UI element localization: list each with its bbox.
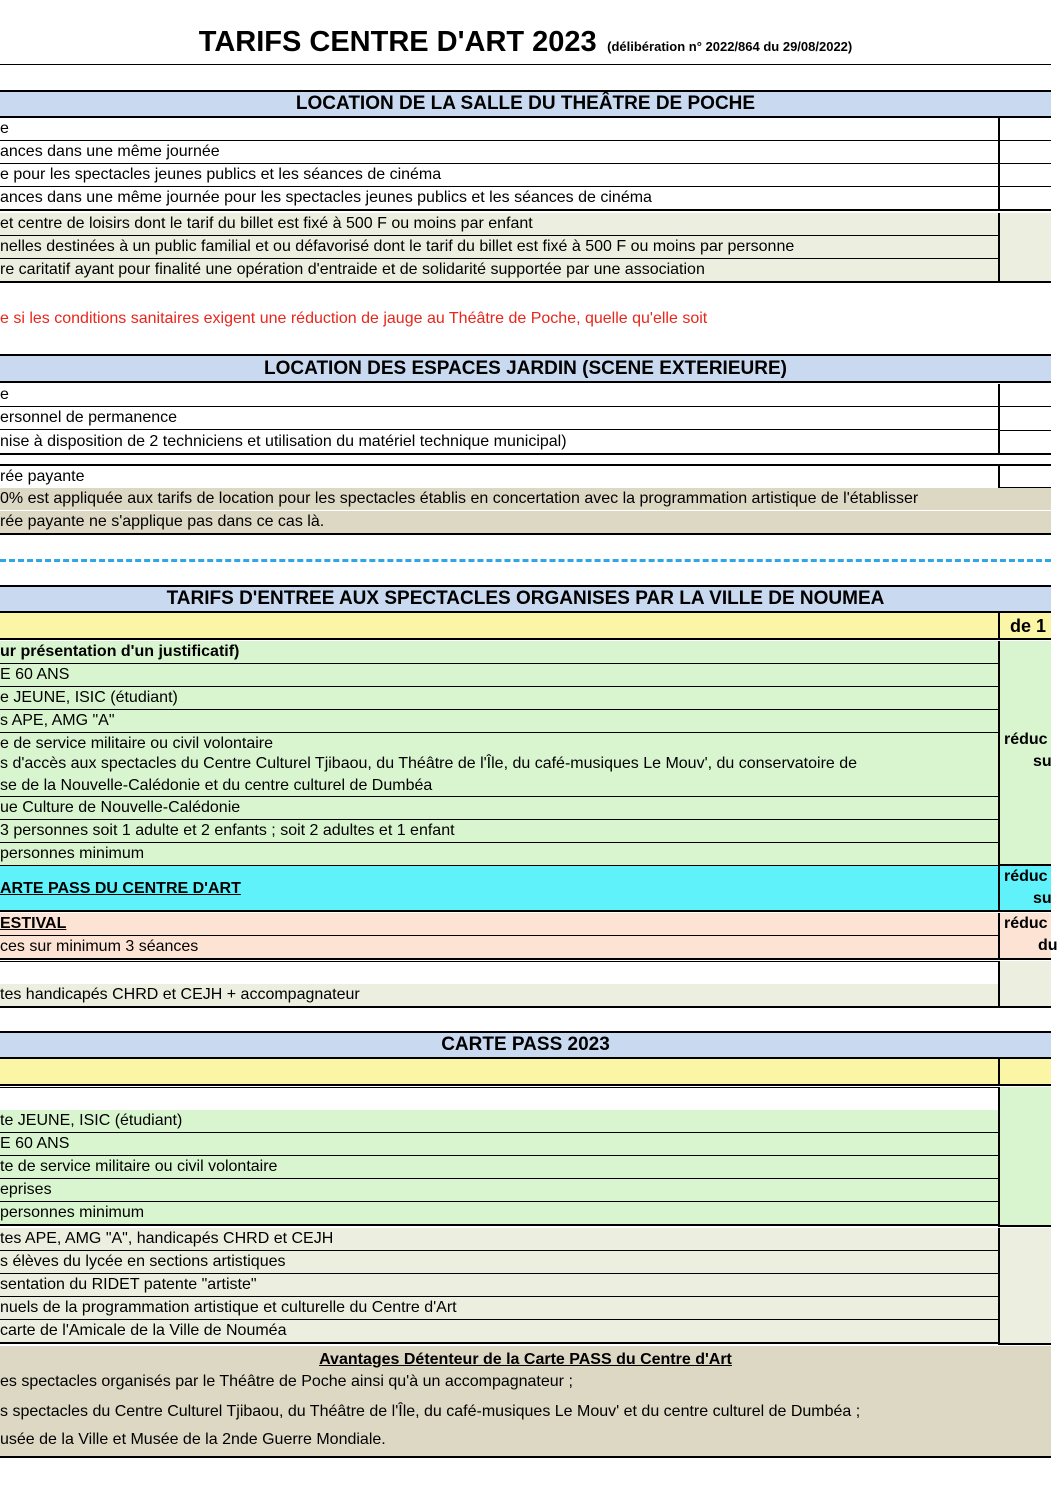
advantages-title: Avantages Détenteur de la Carte PASS du Centre d'Art (319, 1351, 732, 1368)
table-row: s APE, AMG "A" (0, 710, 998, 733)
column-header-row (0, 1059, 998, 1086)
table-row: E 60 ANS (0, 1133, 998, 1156)
page-title-block (0, 26, 1051, 59)
page-title: TARIFS CENTRE D'ART 2023 (198, 26, 597, 58)
section-header-jardin: LOCATION DES ESPACES JARDIN (SCENE EXTERIEURE) (0, 354, 1051, 383)
price-cell (998, 1228, 1051, 1345)
table-row: rée payante ne s'applique pas dans ce cas là. (0, 511, 1051, 535)
column-header-row (0, 613, 998, 640)
table-row: e (0, 384, 998, 407)
table-row: personnes minimum (0, 843, 998, 867)
column-header-cell (998, 613, 1051, 640)
table-row: tes APE, AMG "A", handicapés CHRD et CEJH (0, 1228, 998, 1251)
table-row: personnes minimum (0, 1202, 998, 1226)
section-header-tarifs-entree: TARIFS D'ENTREE AUX SPECTACLES ORGANISES PAR LA VILLE DE NOUMEA (0, 585, 1051, 613)
price-cell (998, 118, 1051, 211)
table-row: rée payante (0, 464, 998, 489)
table-row: E 60 ANS (0, 664, 998, 687)
reduction-label: su (1033, 753, 1052, 770)
price-cell (998, 384, 1051, 455)
table-row: carte de l'Amicale de la Ville de Nouméa (0, 1320, 998, 1344)
price-cell (998, 961, 1051, 1008)
section-header-theatre: LOCATION DE LA SALLE DU THEÂTRE DE POCHE (0, 90, 1051, 118)
advantages-box (0, 1346, 1051, 1458)
table-row: et centre de loisirs dont le tarif du billet est fixé à 500 F ou moins par enfant (0, 213, 998, 236)
price-cell (998, 213, 1051, 283)
table-row: te de service militaire ou civil volontaire (0, 1156, 998, 1179)
reduction-cell (998, 913, 1058, 960)
advantage-item: es spectacles organisés par le Théâtre de Poche ainsi qu'à un accompagnateur ; (0, 1373, 573, 1390)
pass-row: ARTE PASS DU CENTRE D'ART (0, 866, 998, 912)
table-row: eprises (0, 1179, 998, 1202)
section-header-carte-pass: CARTE PASS 2023 (0, 1031, 1051, 1059)
table-row: ersonnel de permanence (0, 407, 998, 430)
deliberation-reference: (délibération n° 2022/864 du 29/08/2022) (607, 39, 853, 54)
column-header-label: de 1 (1010, 616, 1047, 636)
reduction-cell (998, 641, 1051, 866)
row-line: s d'accès aux spectacles du Centre Culturel Tjibaou, du Théâtre de l'Île, du café-musiques Le Mouv', du conservatoire de (0, 755, 858, 772)
title-rule (0, 64, 1051, 65)
table-row: tes handicapés CHRD et CEJH + accompagnateur (0, 984, 998, 1008)
sanitary-note: e si les conditions sanitaires exigent une réduction de jauge au Théâtre de Poche, quelle qu'elle soit (0, 310, 708, 327)
advantage-item: usée de la Ville et Musée de la 2nde Guerre Mondiale. (0, 1431, 386, 1448)
table-row: nelles destinées à un public familial et ou défavorisé dont le tarif du billet est fixé à 500 F ou moins par personne (0, 236, 998, 259)
table-row: 3 personnes soit 1 adulte et 2 enfants ; soit 2 adultes et 1 enfant (0, 820, 998, 843)
table-row: ur présentation d'un justificatif) (0, 641, 998, 664)
table-row: 0% est appliquée aux tarifs de location pour les spectacles établis en concertation avec la programmation artistique de l'établisser (0, 488, 1051, 510)
festival-row: ESTIVAL (0, 913, 998, 936)
table-row: ances dans une même journée (0, 141, 998, 164)
table-row: e (0, 118, 998, 141)
table-row: te JEUNE, ISIC (étudiant) (0, 1110, 998, 1133)
table-row: s élèves du lycée en sections artistiques (0, 1251, 998, 1274)
price-cell (998, 1087, 1051, 1227)
table-row (0, 1087, 998, 1088)
table-row-double (0, 753, 998, 797)
price-cell (998, 464, 1051, 488)
reduction-label: du (1038, 937, 1058, 954)
table-row: e JEUNE, ISIC (étudiant) (0, 687, 998, 710)
reduction-label: réduc (1004, 915, 1048, 932)
table-row: nise à disposition de 2 techniciens et utilisation du matériel technique municipal) (0, 431, 998, 455)
row-line: se de la Nouvelle-Calédonie et du centre culturel de Dumbéa (0, 777, 433, 794)
table-row: ces sur minimum 3 séances (0, 936, 998, 960)
table-row: e pour les spectacles jeunes publics et les séances de cinéma (0, 164, 998, 187)
table-row: ue Culture de Nouvelle-Calédonie (0, 797, 998, 820)
reduction-label: su (1033, 890, 1052, 907)
table-row (0, 961, 998, 962)
table-row: re caritatif ayant pour finalité une opération d'entraide et de solidarité supportée par une association (0, 259, 998, 283)
reduction-label: réduc (1004, 868, 1048, 885)
table-row: nuels de la programmation artistique et culturelle du Centre d'Art (0, 1297, 998, 1320)
table-row: e de service militaire ou civil volontaire (0, 733, 998, 756)
table-row: ances dans une même journée pour les spectacles jeunes publics et les séances de cinéma (0, 187, 998, 211)
advantage-item: s spectacles du Centre Culturel Tjibaou, du Théâtre de l'Île, du café-musiques Le Mouv' et du centre culturel de Dumbéa ; (0, 1403, 861, 1420)
table-row: sentation du RIDET patente "artiste" (0, 1274, 998, 1297)
section-separator (0, 559, 1051, 562)
reduction-label: réduc (1004, 731, 1048, 748)
column-header-cell (998, 1059, 1051, 1086)
reduction-cell (998, 866, 1051, 912)
